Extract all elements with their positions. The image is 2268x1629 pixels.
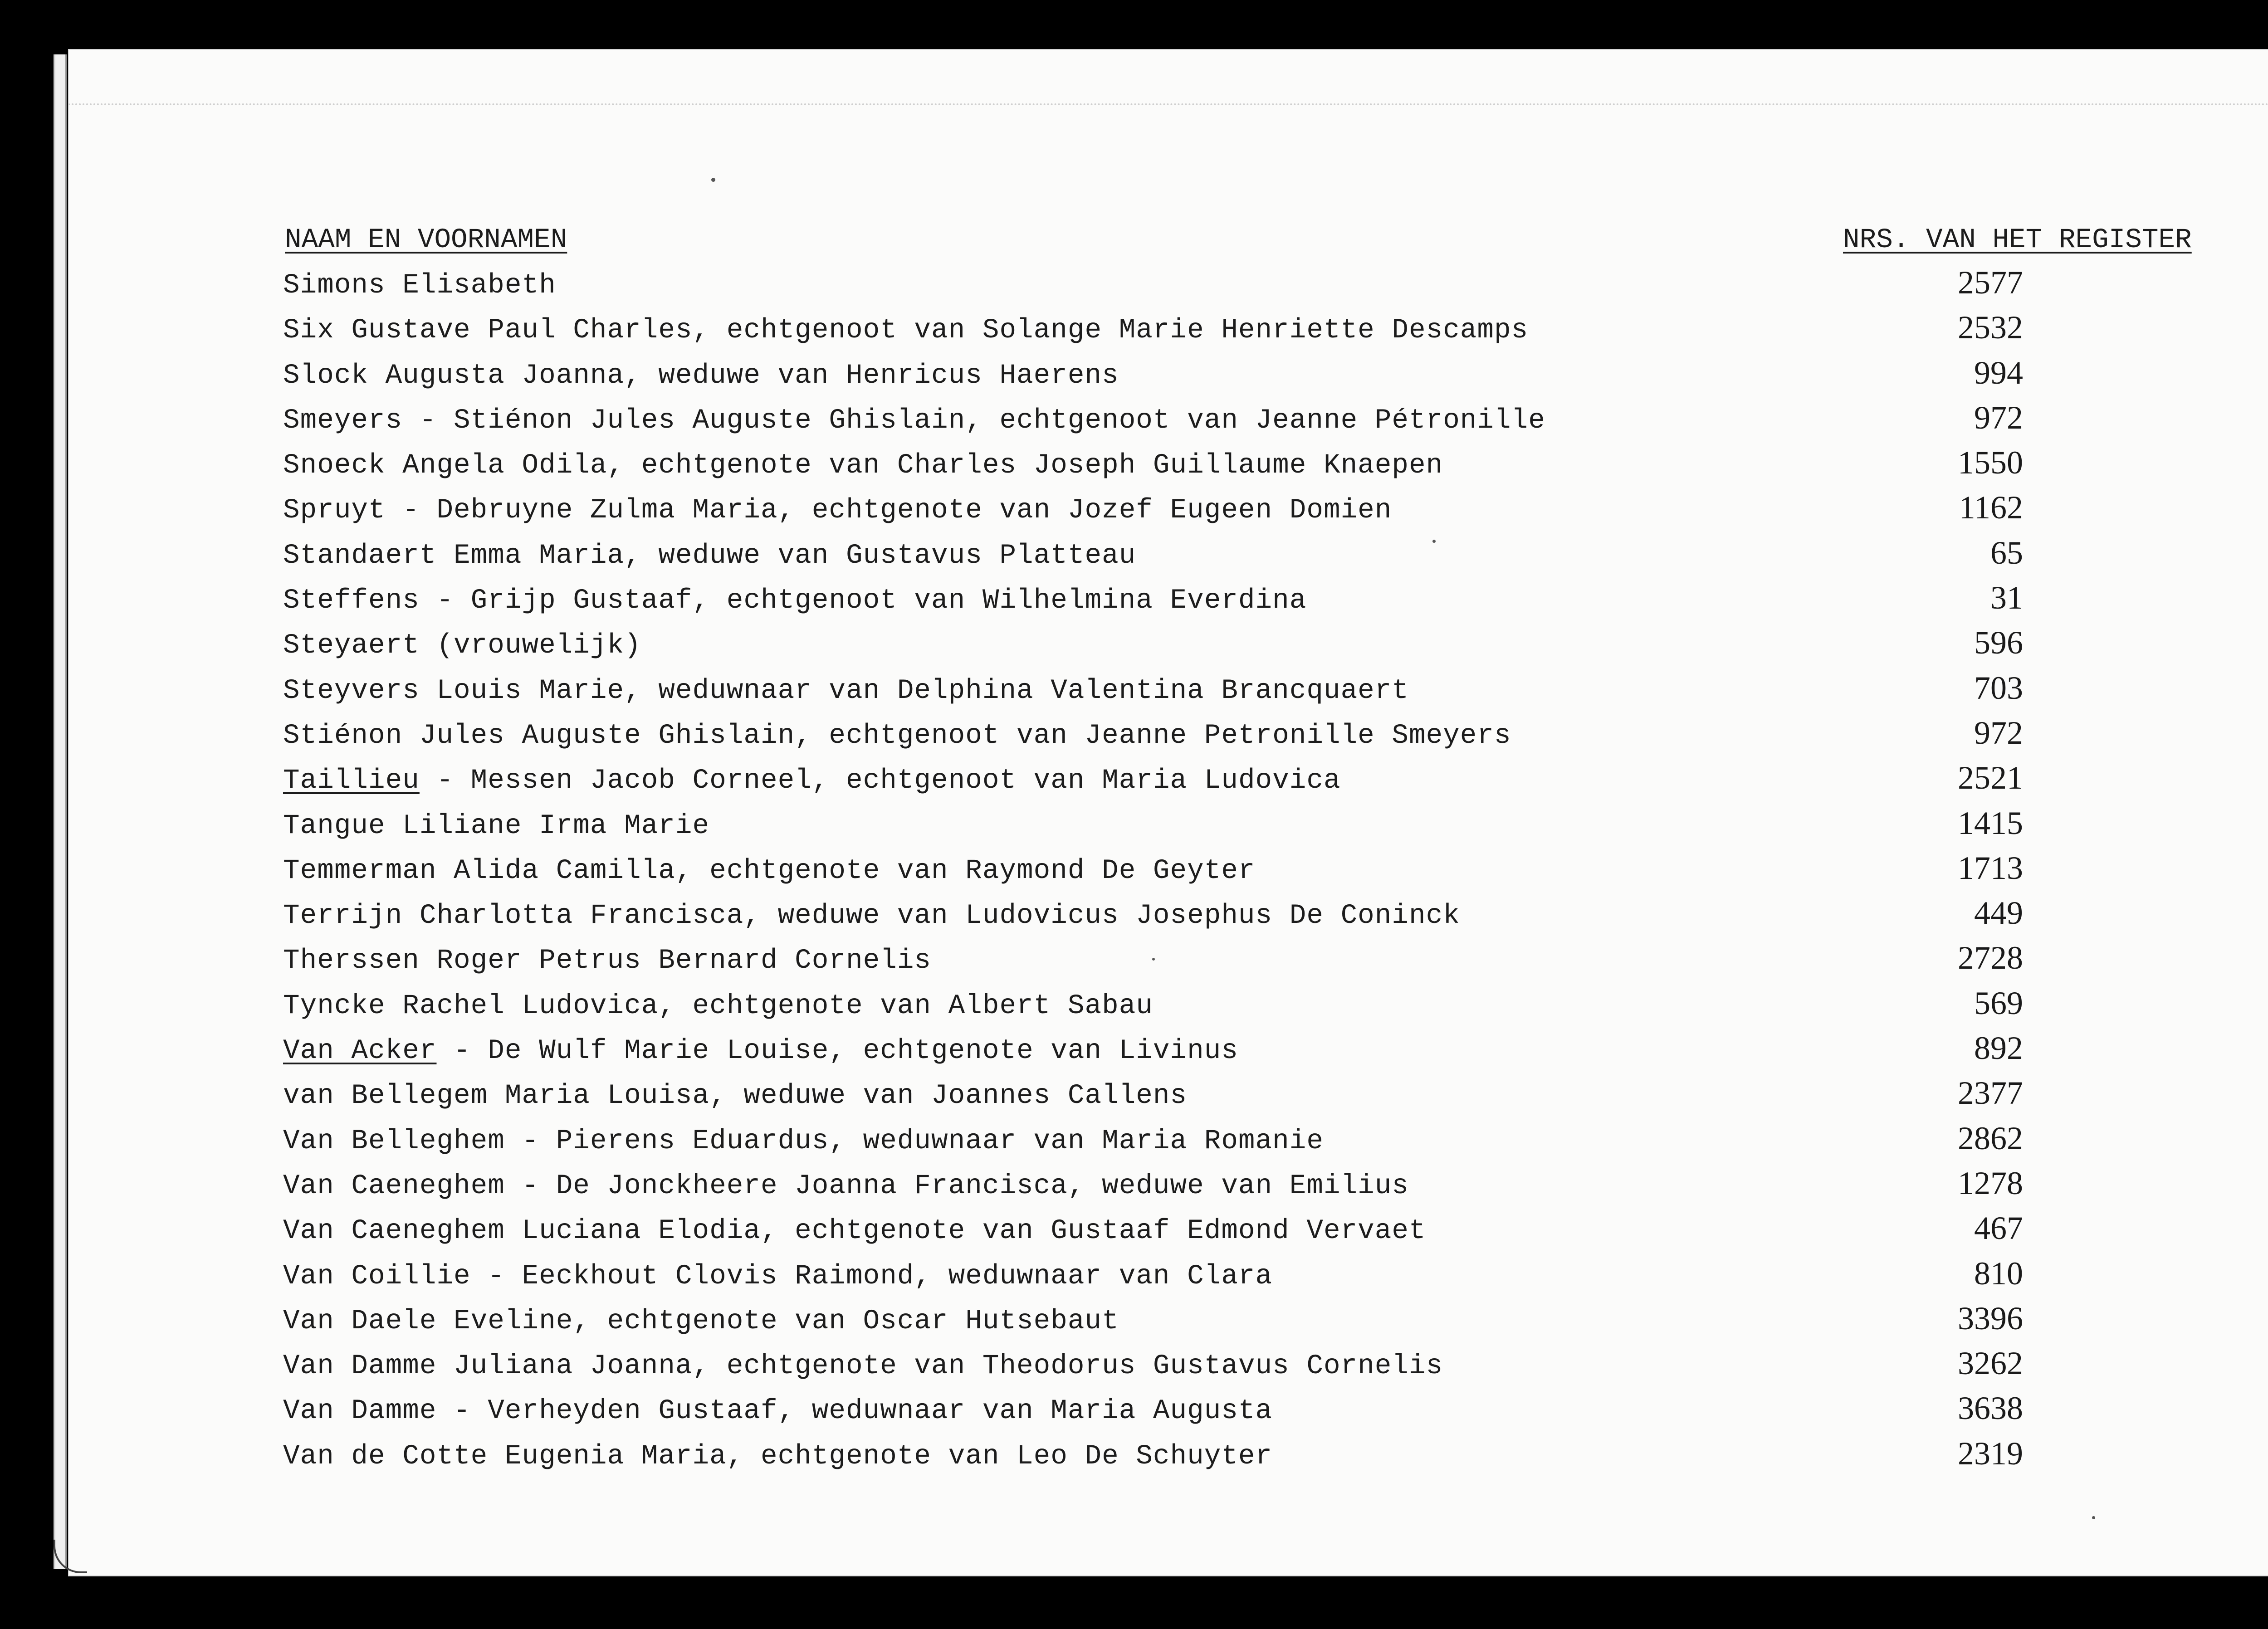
entry-name-text: Six Gustave Paul Charles, echtgenoot van Solange Marie Henriette Descamps — [283, 315, 1529, 346]
entry-name — [283, 1299, 1119, 1344]
register-entry — [0, 1299, 2268, 1344]
register-entry — [0, 488, 2268, 533]
entry-register-number: 892 — [1974, 1030, 2023, 1067]
entry-name — [283, 1254, 1272, 1299]
entry-name — [283, 849, 1256, 893]
register-entry — [0, 263, 2268, 308]
ink-speck — [2092, 1516, 2095, 1519]
entry-name-text: Smeyers - Stiénon Jules Auguste Ghislain, echtgenoot van Jeanne Pétronille — [283, 405, 1545, 436]
entry-name — [283, 713, 1511, 758]
entry-register-number: 449 — [1974, 895, 2023, 932]
register-entry — [0, 938, 2268, 983]
entry-register-number: 2521 — [1958, 760, 2023, 796]
register-entry — [0, 984, 2268, 1029]
entry-name — [283, 578, 1306, 623]
entry-register-number: 810 — [1974, 1255, 2023, 1292]
entry-register-number: 2377 — [1958, 1075, 2023, 1112]
register-entry — [0, 1073, 2268, 1118]
register-entry — [0, 623, 2268, 668]
entry-name — [283, 533, 1136, 578]
entry-register-number: 3262 — [1958, 1345, 2023, 1382]
register-entry — [0, 1254, 2268, 1299]
entry-name — [283, 398, 1545, 443]
entry-register-number: 31 — [1990, 580, 2023, 616]
register-number-column-header: NRS. VAN HET REGISTER — [1843, 224, 2192, 256]
entry-name-text: Van Damme Juliana Joanna, echtgenote van Theodorus Gustavus Cornelis — [283, 1351, 1443, 1382]
entry-name-text: Terrijn Charlotta Francisca, weduwe van Ludovicus Josephus De Coninck — [283, 900, 1460, 932]
entry-register-number: 1162 — [1959, 489, 2023, 526]
entry-name-text: Slock Augusta Joanna, weduwe van Henricus Haerens — [283, 360, 1119, 391]
register-entry — [0, 1389, 2268, 1434]
entry-name — [283, 443, 1443, 488]
entry-name-text: Van Belleghem - Pierens Eduardus, weduwnaar van Maria Romanie — [283, 1125, 1324, 1157]
entry-register-number: 1278 — [1958, 1165, 2023, 1201]
entry-name-text: Temmerman Alida Camilla, echtgenote van Raymond De Geyter — [283, 855, 1256, 887]
register-entry — [0, 1344, 2268, 1389]
entry-register-number: 1713 — [1958, 849, 2023, 886]
entry-name-text: Steffens - Grijp Gustaaf, echtgenoot van Wilhelmina Everdina — [283, 585, 1307, 617]
ink-speck — [711, 178, 715, 182]
register-entry — [0, 804, 2268, 849]
register-entry — [0, 668, 2268, 713]
entry-name-text: Tyncke Rachel Ludovica, echtgenote van Albert Sabau — [283, 990, 1153, 1022]
register-entry — [0, 893, 2268, 938]
name-column-header: NAAM EN VOORNAMEN — [285, 224, 567, 256]
entry-name-text: Van Caeneghem - De Jonckheere Joanna Francisca, weduwe van Emilius — [283, 1170, 1409, 1202]
entry-name-text: Stiénon Jules Auguste Ghislain, echtgenoot van Jeanne Petronille Smeyers — [283, 720, 1511, 751]
entry-name-text: Steyaert (vrouwelijk) — [283, 630, 641, 662]
entry-name — [283, 353, 1119, 398]
entry-name — [283, 804, 709, 849]
entry-register-number: 3396 — [1958, 1300, 2023, 1336]
entry-name-text: Van Coillie - Eeckhout Clovis Raimond, weduwnaar van Clara — [283, 1260, 1273, 1292]
register-entry — [0, 353, 2268, 398]
entry-name-text: - Messen Jacob Corneel, echtgenoot van Maria Ludovica — [419, 765, 1341, 797]
entry-name — [283, 1119, 1324, 1164]
entry-register-number: 65 — [1990, 534, 2023, 571]
entry-register-number: 3638 — [1958, 1390, 2023, 1427]
register-entry — [0, 398, 2268, 443]
entry-name-text: Therssen Roger Petrus Bernard Cornelis — [283, 945, 932, 977]
register-entry — [0, 1029, 2268, 1073]
entry-name — [283, 1389, 1272, 1434]
entry-register-number: 467 — [1974, 1210, 2023, 1247]
entry-name-text: Van de Cotte Eugenia Maria, echtgenote van Leo De Schuyter — [283, 1440, 1273, 1472]
entry-name-text: Steyvers Louis Marie, weduwnaar van Delphina Valentina Brancquaert — [283, 675, 1409, 707]
entry-name-text: Spruyt - Debruyne Zulma Maria, echtgenote van Jozef Eugeen Domien — [283, 495, 1392, 527]
entry-register-number: 2577 — [1958, 264, 2023, 301]
entry-register-number: 2728 — [1958, 940, 2023, 976]
entry-register-number: 2532 — [1958, 309, 2023, 346]
register-entry — [0, 308, 2268, 353]
entry-name — [283, 1029, 1238, 1073]
entry-name — [283, 938, 931, 983]
entry-name-text: Van Damme - Verheyden Gustaaf, weduwnaar van Maria Augusta — [283, 1395, 1273, 1427]
entry-register-number: 569 — [1974, 985, 2023, 1021]
entry-name-text: Van Daele Eveline, echtgenote van Oscar Hutsebaut — [283, 1305, 1119, 1337]
entry-register-number: 994 — [1974, 354, 2023, 391]
entry-name — [283, 758, 1341, 803]
register-entry — [0, 578, 2268, 623]
register-entry — [0, 1434, 2268, 1479]
entry-register-number: 596 — [1974, 624, 2023, 661]
entry-name-text: Tangue Liliane Irma Marie — [283, 810, 710, 842]
entry-name — [283, 984, 1153, 1029]
entry-name — [283, 1209, 1426, 1253]
register-entry — [0, 443, 2268, 488]
entry-name — [283, 488, 1392, 533]
entry-name — [283, 1434, 1272, 1479]
entry-register-number: 972 — [1974, 714, 2023, 751]
entry-register-number: 2319 — [1958, 1435, 2023, 1472]
entry-name — [283, 1344, 1443, 1389]
entry-register-number: 703 — [1974, 669, 2023, 706]
register-entry — [0, 533, 2268, 578]
entry-name-text: Simons Elisabeth — [283, 270, 556, 301]
entry-register-number: 2862 — [1958, 1120, 2023, 1156]
entry-register-number: 1550 — [1958, 444, 2023, 481]
register-entry — [0, 1119, 2268, 1164]
entry-name-text: Snoeck Angela Odila, echtgenote van Charles Joseph Guillaume Knaepen — [283, 450, 1443, 482]
entry-name — [283, 263, 556, 308]
register-list — [0, 263, 2268, 1479]
register-entry — [0, 713, 2268, 758]
entry-name-text: Van Caeneghem Luciana Elodia, echtgenote van Gustaaf Edmond Vervaet — [283, 1215, 1426, 1247]
entry-surname-underlined: Van Acker — [283, 1035, 437, 1067]
entry-register-number: 972 — [1974, 399, 2023, 436]
register-entry — [0, 1164, 2268, 1209]
register-entry — [0, 849, 2268, 893]
entry-name — [283, 1164, 1409, 1209]
register-entry — [0, 758, 2268, 803]
fold-line — [68, 103, 2268, 105]
entry-name-text: - De Wulf Marie Louise, echtgenote van Livinus — [436, 1035, 1238, 1067]
entry-surname-underlined: Taillieu — [283, 765, 420, 797]
entry-name-text: van Bellegem Maria Louisa, weduwe van Joannes Callens — [283, 1080, 1188, 1112]
entry-name — [283, 1073, 1187, 1118]
entry-name-text: Standaert Emma Maria, weduwe van Gustavus Platteau — [283, 540, 1136, 571]
entry-register-number: 1415 — [1958, 805, 2023, 841]
entry-name — [283, 668, 1409, 713]
register-entry — [0, 1209, 2268, 1253]
entry-name — [283, 893, 1460, 938]
entry-name — [283, 308, 1528, 353]
entry-name — [283, 623, 641, 668]
